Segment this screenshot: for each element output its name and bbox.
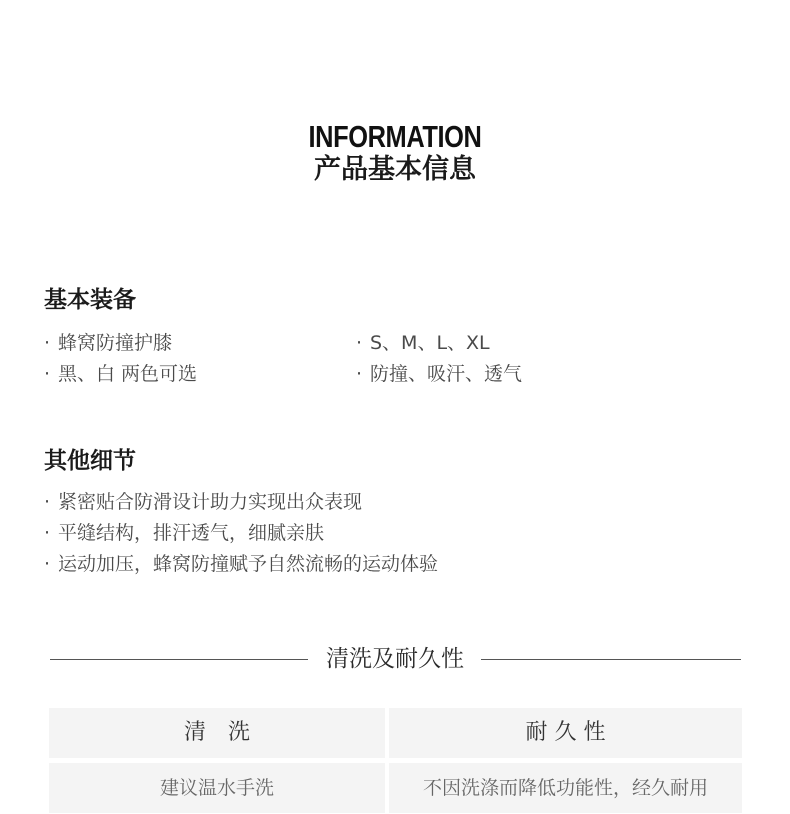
table-cell-washing: 建议温水手洗 [49, 763, 385, 813]
page-title-block [0, 120, 790, 187]
list-item [356, 331, 490, 355]
basic-equipment-heading: 基本装备 [44, 287, 136, 313]
bullet-dot: · [356, 363, 363, 385]
table-header-washing: 清 洗 [49, 708, 385, 758]
list-item-text: 黑、白 两色可选 [58, 363, 198, 385]
bullet-dot: · [44, 363, 51, 385]
list-item-text: 平缝结构，排汗透气，细腻亲肤 [58, 522, 325, 544]
list-item [44, 331, 172, 355]
page-title-chinese: 产品基本信息 [314, 154, 476, 185]
bullet-dot: · [44, 553, 51, 575]
list-item [44, 490, 362, 514]
list-item [356, 362, 522, 386]
list-item-text: 防撞、吸汗、透气 [370, 363, 523, 385]
list-item-text: S、M、L、XL [370, 332, 490, 354]
bullet-dot: · [44, 332, 51, 354]
list-item-text: 运动加压，蜂窝防撞赋予自然流畅的运动体验 [58, 553, 439, 575]
divider-line-right [481, 659, 741, 660]
list-item [44, 521, 324, 545]
bullet-dot: · [44, 522, 51, 544]
table-cell-durability: 不因洗涤而降低功能性，经久耐用 [389, 763, 742, 813]
list-item [44, 362, 197, 386]
list-item-text: 蜂窝防撞护膝 [58, 332, 173, 354]
list-item [44, 552, 438, 576]
list-item-text: 紧密贴合防滑设计助力实现出众表现 [58, 491, 363, 513]
bullet-dot: · [44, 491, 51, 513]
divider-line-left [50, 659, 308, 660]
bullet-dot: · [356, 332, 363, 354]
table-header-durability: 耐 久 性 [389, 708, 742, 758]
other-details-heading: 其他细节 [44, 448, 136, 474]
page-title-english: INFORMATION [308, 119, 482, 154]
care-section-divider [50, 643, 741, 675]
care-section-title: 清洗及耐久性 [326, 646, 464, 672]
